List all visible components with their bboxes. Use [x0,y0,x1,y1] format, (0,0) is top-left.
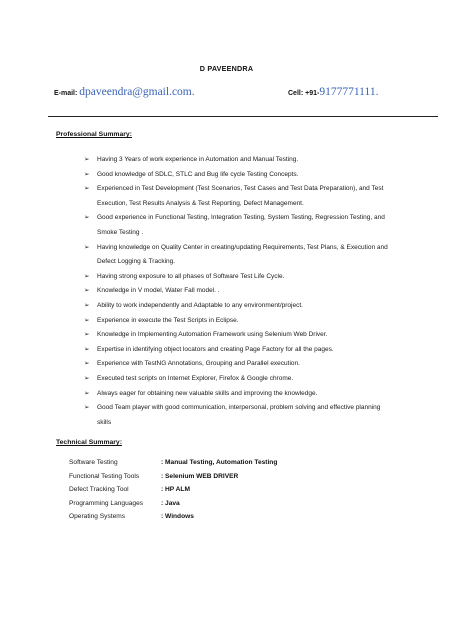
skill-label: Operating Systems [69,513,126,521]
skill-label: Software Testing [69,459,118,467]
arrow-bullet-icon: ➢ [84,389,90,397]
arrow-bullet-icon: ➢ [84,301,90,309]
list-item: ➢ Executed test scripts on Internet Explorer, Firefox & Google chrome. [84,372,396,387]
list-item: ➢ Having 3 Years of work experience in Automation and Manual Testing. [84,153,396,168]
skill-row [69,470,277,484]
arrow-bullet-icon: ➢ [84,272,90,280]
skill-label: Programming Languages [69,499,144,507]
arrow-bullet-icon: ➢ [84,185,90,193]
list-item: ➢ Good Team player with good communication, interpersonal, problem solving and effective planning skills [84,401,396,430]
arrow-bullet-icon: ➢ [84,214,90,222]
phone-label: Cell: [288,90,304,97]
phone-prefix: +91- [305,90,320,97]
list-item: ➢ Ability to work independently and Adaptable to any environment/project. [84,299,396,314]
email-line [54,86,195,98]
arrow-bullet-icon: ➢ [84,156,90,163]
arrow-bullet-icon: ➢ [84,360,90,368]
skill-row [69,510,277,524]
list-item: ➢ Experience with TestNG Annotations, Grouping and Parallel execution. [84,357,396,372]
list-item: ➢ Expertise in identifying object locators and creating Page Factory for all the pages. [84,343,396,358]
arrow-bullet-icon: ➢ [84,331,90,339]
email-label: E-mail: [54,90,78,97]
list-item: ➢ Having strong exposure to all phases of Software Test Life Cycle. [84,270,396,285]
skill-value: : Manual Testing, Automation Testing [161,459,278,467]
list-item: ➢ Good knowledge of SDLC, STLC and Bug life cycle Testing Concepts. [84,168,396,183]
list-item: ➢ Good experience in Functional Testing, Integration Testing, System Testing, Regression Testing, and Smoke Testing . [84,211,396,240]
arrow-bullet-icon: ➢ [84,243,90,251]
arrow-bullet-icon: ➢ [84,374,90,382]
list-item: ➢ Having knowledge on Quality Center in creating/updating Requirements, Test Plans, & Execution and Defect Logging & Tracking. [84,241,396,270]
professional-summary-heading: Professional Summary: [56,131,132,138]
professional-summary-list [84,153,396,430]
technical-summary-heading: Technical Summary: [56,439,122,446]
list-item: ➢ Experience in execute the Test Scripts in Eclipse. [84,314,396,329]
list-item: ➢ Always eager for obtaining new valuable skills and improving the knowledge. [84,387,396,402]
header-divider [48,116,438,117]
skill-label: Functional Testing Tools [69,472,140,480]
list-item: ➢ Experienced in Test Development (Test Scenarios, Test Cases and Test Data Preparation), and Test Execution, Test Results Analysis & Test Reporting, Defect Management. [84,182,396,211]
list-item: ➢ Knowledge in Implementing Automation Framework using Selenium Web Driver. [84,328,396,343]
skill-label: Defect Tracking Tool [69,486,129,494]
skill-value: : Java [161,499,180,507]
arrow-bullet-icon: ➢ [84,170,90,178]
skill-row [69,483,277,497]
candidate-name: D PAVEENDRA [199,64,254,73]
skill-value: : Selenium WEB DRIVER [161,472,239,480]
phone-number: 9177771111. [319,86,379,98]
technical-summary-table [69,456,277,524]
phone-line [288,86,378,98]
arrow-bullet-icon: ➢ [84,287,90,295]
skill-value: : Windows [161,513,194,521]
list-item: ➢ Knowledge in V model, Water Fall model. . [84,284,396,299]
skill-row [69,497,277,511]
email-address[interactable]: dpaveendra@gmail.com. [79,86,195,98]
skill-row [69,456,277,470]
arrow-bullet-icon: ➢ [84,316,90,324]
arrow-bullet-icon: ➢ [84,345,90,353]
arrow-bullet-icon: ➢ [84,404,90,412]
skill-value: : HP ALM [161,486,190,494]
